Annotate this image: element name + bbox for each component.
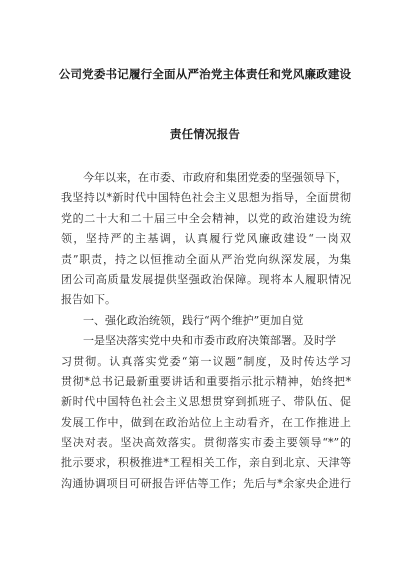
paragraph-line: 新时代中国特色社会主义思想贯穿到抓班子、带队伍、促 (61, 395, 351, 409)
paragraph-line: 我坚持以*新时代中国特色社会主义思想为指导，全面贯彻 (61, 191, 351, 205)
paragraph-line: 一是坚决落实党中央和市委市政府决策部署。及时学 (83, 334, 336, 348)
document-body (61, 168, 351, 494)
paragraph-line: 责”职责，持之以恒推动全面从严治党向纵深发展，为集 (61, 252, 351, 266)
paragraph-line: 习贯彻。认真落实党委“第一议题”制度，及时传达学习 (61, 354, 351, 368)
paragraph-line: 沟通协调项目可研报告评估等工作；先后与*余家央企进行 (61, 476, 351, 490)
paragraph-line: 报告如下。 (61, 293, 116, 307)
paragraph-line: 领，坚持严的主基调，认真履行党风廉政建设“一岗双 (61, 232, 351, 246)
paragraph-line: 团公司高质量发展提供坚强政治保障。现将本人履职情况 (61, 272, 351, 286)
paragraph-line: 坚决对表。坚决高效落实。贯彻落实市委主要领导“*”的 (61, 436, 351, 450)
paragraph-line: 党的二十大和二十届三中全会精神，以党的政治建设为统 (61, 211, 351, 225)
paragraph-line: 今年以来，在市委、市政府和集团党委的坚强领导下， (83, 171, 347, 184)
document-subtitle: 责任情况报告 (169, 127, 241, 141)
document-title: 公司党委书记履行全面从严治党主体责任和党风廉政建设 (58, 67, 352, 81)
paragraph-line: 发展工作中，做到在政治站位上主动看齐，在工作推进上 (61, 415, 351, 429)
section-heading: 一、强化政治统领，践行“两个维护”更加自觉 (83, 313, 304, 327)
paragraph-line: 批示要求，积极推进*工程相关工作，亲自到北京、天津等 (61, 456, 351, 470)
paragraph-line: 贯彻*总书记最新重要讲话和重要指示批示精神，始终把* (61, 374, 351, 388)
